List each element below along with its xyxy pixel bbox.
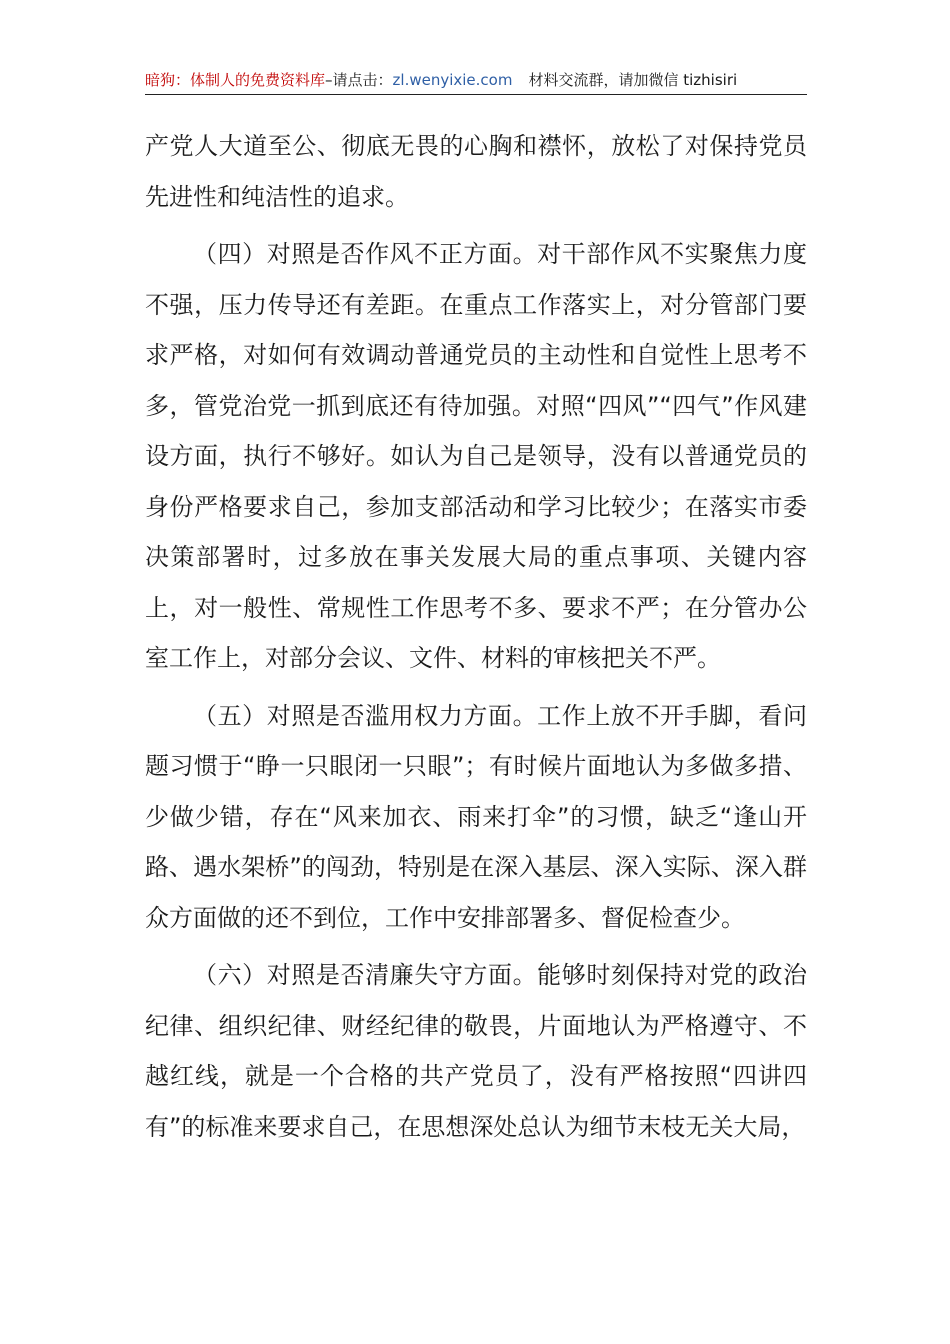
paragraph-section-5: （五）对照是否滥用权力方面。工作上放不开手脚，看问题习惯于“睁一只眼闭一只眼”；有时候片面地认为多做多措、少做少错，存在“风来加衣、雨来打伞”的习惯，缺乏“逢山开路、遇水架桥”的闯劲，特别是在深入基层、深入实际、深入群众方面做的还不到位，工作中安排部署多、督促检查少。 bbox=[145, 701, 807, 932]
document-body bbox=[145, 121, 807, 1159]
header-brand: 暗狗：体制人的免费资料库 bbox=[145, 71, 326, 89]
page-header bbox=[145, 68, 807, 95]
paragraph-continuation: 产党人大道至公、彻底无畏的心胸和襟怀，放松了对保持党员先进性和纯洁性的追求。 bbox=[145, 132, 807, 211]
paragraph-section-4: （四）对照是否作风不正方面。对干部作风不实聚焦力度不强，压力传导还有差距。在重点工作落实上，对分管部门要求严格，对如何有效调动普通党员的主动性和自觉性上思考不多，管党治党一抓到底还有待加强。对照“四风”“四气”作风建设方面，执行不够好。如认为自己是领导，没有以普通党员的身份严格要求自己，参加支部活动和学习比较少；在落实市委决策部署时，过多放在事关发展大局的重点事项、关键内容上，对一般性、常规性工作思考不多、要求不严；在分管办公室工作上，对部分会议、文件、材料的审核把关不严。 bbox=[145, 240, 807, 672]
paragraph-section-6: （六）对照是否清廉失守方面。能够时刻保持对党的政治纪律、组织纪律、财经纪律的敬畏，片面地认为严格遵守、不越红线，就是一个合格的共产党员了，没有严格按照“四讲四有”的标准来要求自己，在思想深处总认为细节末枝无关大局， bbox=[145, 961, 807, 1141]
header-contact: 材料交流群，请加微信 tizhisiri bbox=[528, 71, 738, 89]
header-prompt: –请点击： bbox=[325, 71, 393, 89]
header-url-link[interactable]: zl.wenyixie.com bbox=[392, 71, 513, 89]
